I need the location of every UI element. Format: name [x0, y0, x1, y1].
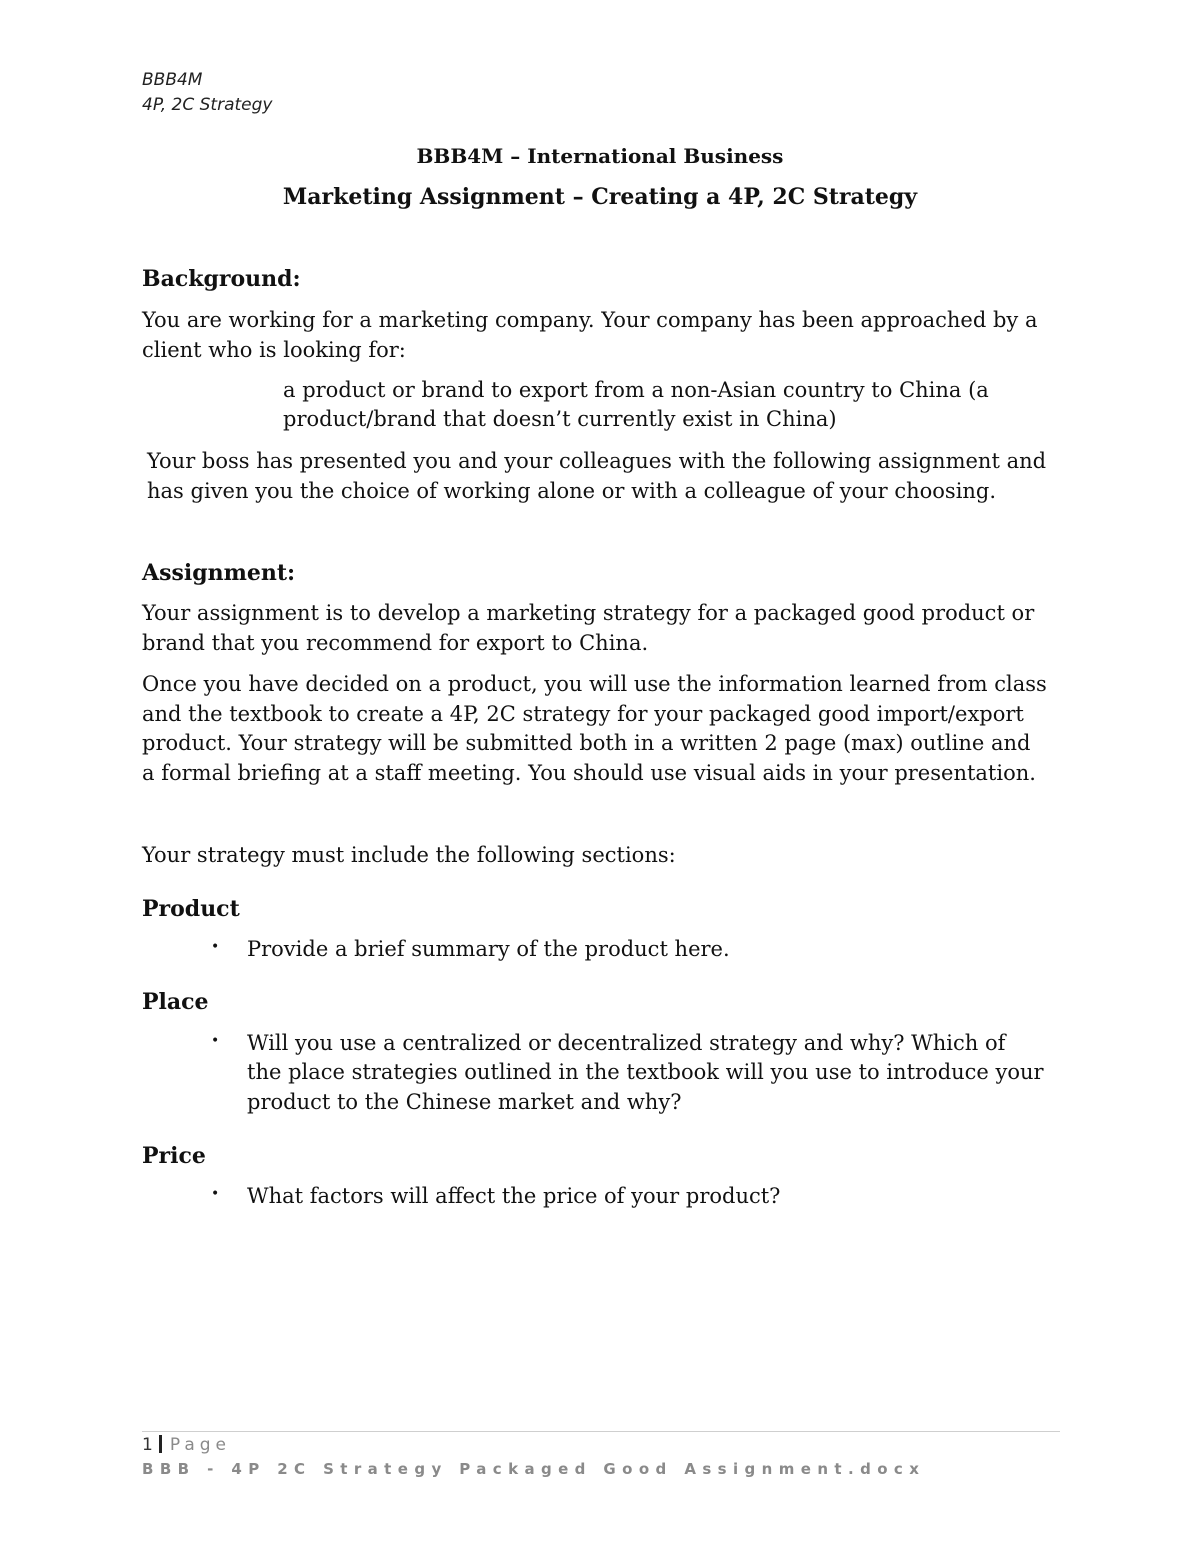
assignment-para2-line-1: Once you have decided on a product, you will use the information learned from class: [142, 672, 1047, 696]
page-number: 1: [142, 1435, 153, 1455]
background-heading: Background:: [142, 266, 301, 292]
bullet-icon: •: [211, 1186, 220, 1202]
header-course-code: BBB4M: [142, 70, 203, 90]
assignment-title: Marketing Assignment – Creating a 4P, 2C Strategy: [282, 184, 918, 210]
assignment-para2-line-4: a formal briefing at a staff meeting. You should use visual aids in your presentation.: [142, 761, 1036, 785]
background-indented-line-1: a product or brand to export from a non-Asian country to China (a: [283, 378, 989, 402]
footer-divider: [142, 1431, 1060, 1432]
assignment-heading: Assignment:: [142, 560, 296, 586]
assignment-para2-line-3: product. Your strategy will be submitted both in a written 2 page (max) outline and: [142, 731, 1031, 755]
background-boss-line-1: Your boss has presented you and your colleagues with the following assignment and: [147, 449, 1047, 473]
page-word: Page: [169, 1435, 231, 1455]
bullet-icon: •: [211, 1033, 220, 1049]
background-indented-line-2: product/brand that doesn’t currently exist in China): [283, 407, 837, 431]
product-bullet: Provide a brief summary of the product here.: [247, 937, 730, 961]
assignment-para2-line-2: and the textbook to create a 4P, 2C strategy for your packaged good import/export: [142, 702, 1024, 726]
assignment-para1-line-1: Your assignment is to develop a marketing strategy for a packaged good product or: [142, 601, 1035, 625]
price-heading: Price: [142, 1143, 206, 1169]
background-intro-line-2: client who is looking for:: [142, 338, 406, 362]
price-bullet: What factors will affect the price of your product?: [247, 1184, 781, 1208]
footer-page-number: [142, 1435, 231, 1454]
background-boss-line-2: has given you the choice of working alone or with a colleague of your choosing.: [147, 479, 997, 503]
sections-intro: Your strategy must include the following sections:: [142, 843, 676, 867]
page-separator: [159, 1435, 162, 1453]
place-bullet-line-1: Will you use a centralized or decentralized strategy and why? Which of: [247, 1031, 1006, 1055]
place-bullet-line-3: product to the Chinese market and why?: [247, 1090, 682, 1114]
background-intro-line-1: You are working for a marketing company. Your company has been approached by a: [142, 308, 1038, 332]
course-title: BBB4M – International Business: [416, 144, 784, 168]
place-heading: Place: [142, 989, 209, 1015]
footer-filename: BBB - 4P 2C Strategy Packaged Good Assignment.docx: [142, 1460, 926, 1478]
bullet-icon: •: [211, 939, 220, 955]
assignment-para1-line-2: brand that you recommend for export to China.: [142, 631, 649, 655]
header-subtitle: 4P, 2C Strategy: [142, 95, 273, 115]
product-heading: Product: [142, 896, 240, 922]
place-bullet-line-2: the place strategies outlined in the textbook will you use to introduce your: [247, 1060, 1044, 1084]
